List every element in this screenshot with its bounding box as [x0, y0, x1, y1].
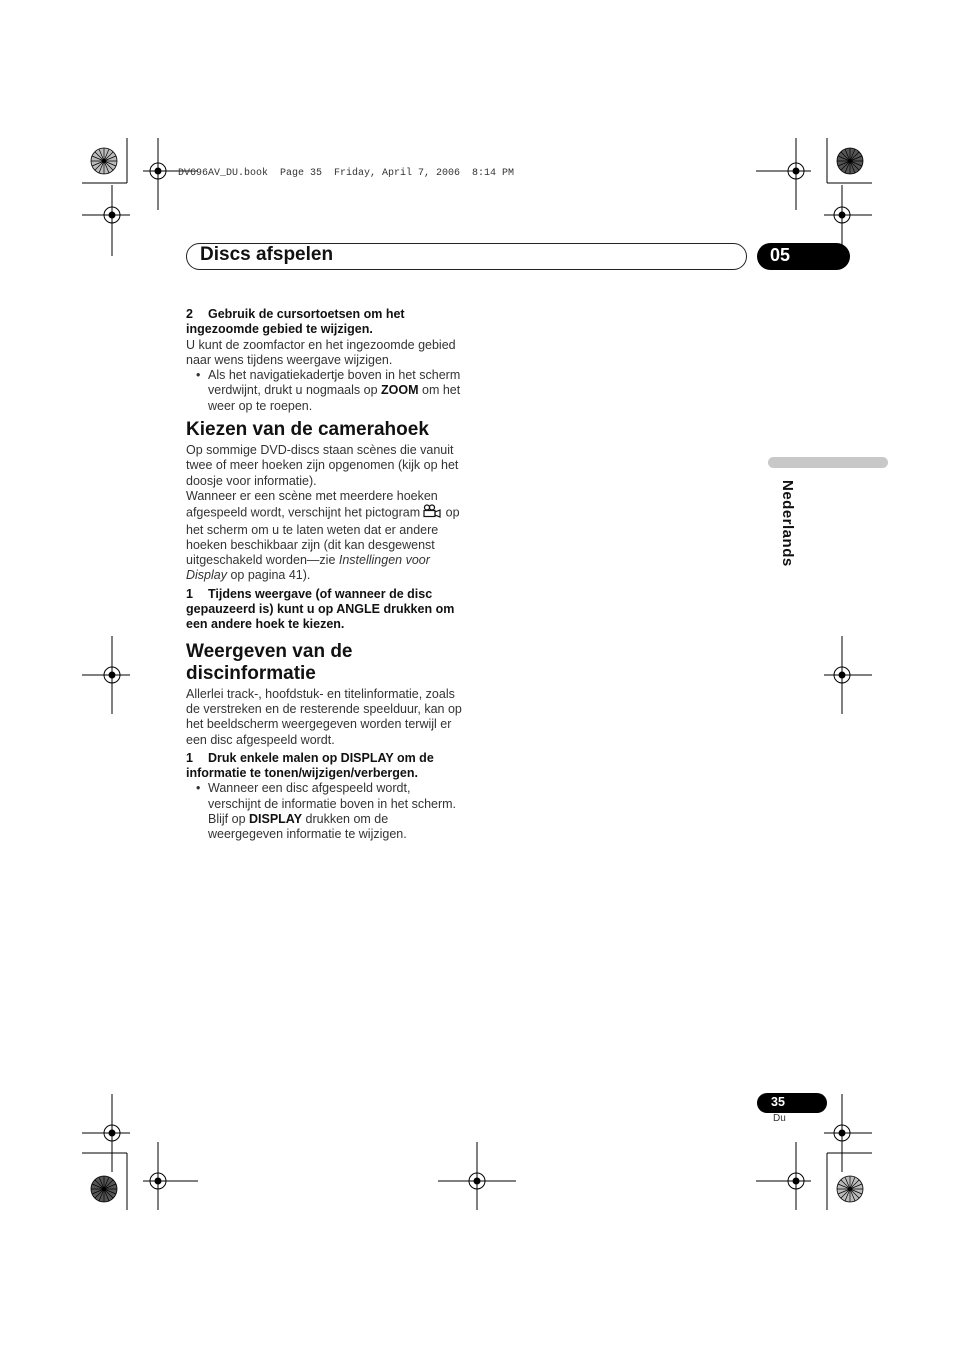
page-number: 35 [771, 1095, 785, 1109]
paragraph: U kunt de zoomfactor en het ingezoomde gebied naar wens tijdens weergave wijzigen. [186, 337, 456, 367]
section-title: Kiezen van de camerahoek [186, 419, 429, 441]
page-number-badge [757, 1093, 827, 1113]
main-column [186, 307, 466, 843]
registration-mark [82, 1094, 130, 1172]
registration-mark [438, 1142, 516, 1210]
bullet-item: • Als het navigatiekadertje boven in het scherm verdwijnt, drukt u nogmaals op ZOOM om het weer op te roepen. [186, 368, 466, 414]
registration-mark [82, 636, 130, 714]
section-title: Weergeven van de discinformatie [186, 640, 353, 684]
chapter-number: 05 [770, 245, 791, 265]
registration-mark [82, 185, 130, 256]
camera-angle-icon [422, 504, 442, 522]
paragraph: Wanneer er een scène met meerdere hoeken afgespeeld wordt, verschijnt het pictogram op het scherm om u te laten weten dat er andere hoeken beschikbaar zijn (dit kan desgewenst uitgeschakeld worden—zie Instellingen voor Display op pagina 41). [186, 488, 460, 583]
step-heading: 2 Gebruik de cursortoetsen om het ingezoomde gebied te wijzigen. [186, 307, 405, 337]
registration-mark [756, 138, 811, 210]
registration-mark [824, 1094, 872, 1172]
paragraph: Op sommige DVD-discs staan scènes die vanuit twee of meer hoeken zijn opgenomen (kijk op het doosje voor informatie). [186, 443, 459, 488]
bullet-item: • Wanneer een disc afgespeeld wordt, verschijnt de informatie boven in het scherm. Blijf op DISPLAY drukken om de weergegeven informatie te wijzigen. [186, 781, 466, 842]
registration-mark [143, 1142, 198, 1210]
step-heading: 1 Tijdens weergave (of wanneer de disc gepauzeerd is) kunt u op ANGLE drukken om een andere hoek te kiezen. [186, 586, 455, 632]
paragraph: Allerlei track-, hoofdstuk- en titelinformatie, zoals de verstreken en de resterende speelduur, kan op het beeldscherm weergegeven worden terwijl er een disc afgespeeld wordt. [186, 686, 462, 747]
registration-mark [824, 636, 872, 714]
language-label: Nederlands [779, 480, 796, 567]
registration-mark [756, 1142, 811, 1210]
chapter-title: Discs afspelen [200, 244, 334, 265]
page-language-code: Du [773, 1113, 786, 1124]
step-heading: 1 Druk enkele malen op DISPLAY om de informatie te tonen/wijzigen/verbergen. [186, 750, 434, 781]
print-header: DV696AV_DU.book Page 35 Friday, April 7, 2006 8:14 PM [178, 168, 515, 179]
language-tab [768, 457, 888, 468]
